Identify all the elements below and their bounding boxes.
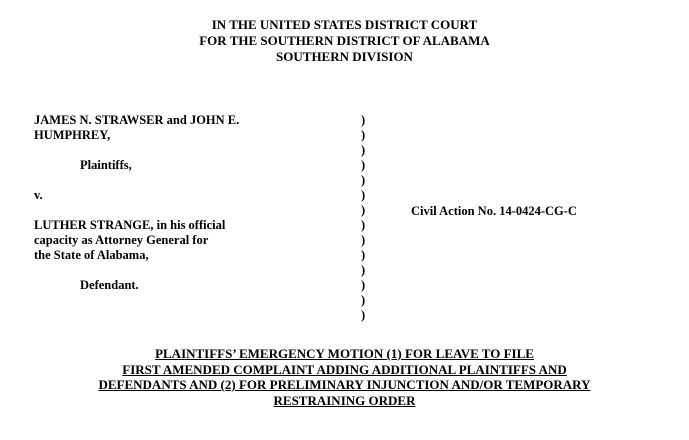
motion-title-line: FIRST AMENDED COMPLAINT ADDING ADDITIONAL PLAINTIFFS AND (122, 361, 567, 377)
paren: ) (361, 113, 366, 127)
paren: ) (361, 188, 366, 202)
spacer (34, 173, 334, 188)
paren: ) (361, 308, 366, 322)
spacer (34, 203, 334, 218)
plaintiffs-label: Plaintiffs, (80, 158, 132, 172)
paren: ) (361, 278, 366, 292)
paren: ) (361, 128, 366, 142)
motion-title-line: RESTRAINING ORDER (273, 392, 416, 408)
plaintiffs-names: HUMPHREY, (34, 128, 111, 142)
paren: ) (361, 218, 366, 232)
paren: ) (361, 143, 366, 157)
spacer (34, 263, 334, 278)
defendant-label: Defendant. (80, 278, 139, 292)
plaintiffs-names: JAMES N. STRAWSER and JOHN E. (34, 113, 240, 127)
paren: ) (361, 293, 366, 307)
paren: ) (361, 203, 366, 217)
paren: ) (361, 173, 366, 187)
versus-label: v. (34, 188, 43, 202)
court-header-line: SOUTHERN DIVISION (276, 49, 413, 64)
defendant-name: capacity as Attorney General for (34, 233, 209, 247)
spacer (34, 143, 334, 158)
paren: ) (361, 248, 366, 262)
court-header (0, 17, 689, 65)
paren: ) (361, 263, 366, 277)
motion-title-line: DEFENDANTS AND (2) FOR PRELIMINARY INJUNCTION AND/OR TEMPORARY (98, 377, 591, 392)
motion-title-line: PLAINTIFFS’ EMERGENCY MOTION (1) FOR LEAVE TO FILE (155, 346, 534, 361)
case-caption (34, 113, 334, 293)
paren: ) (361, 233, 366, 247)
defendant-name: the State of Alabama, (34, 248, 149, 262)
motion-title (0, 346, 689, 408)
court-header-line: FOR THE SOUTHERN DISTRICT OF ALABAMA (199, 33, 490, 48)
paren: ) (361, 158, 366, 172)
court-header-line: IN THE UNITED STATES DISTRICT COURT (211, 17, 478, 32)
defendant-name: LUTHER STRANGE, in his official (34, 218, 226, 232)
caption-paren-column (361, 113, 373, 323)
civil-action-number: Civil Action No. 14-0424-CG-C (411, 204, 577, 218)
